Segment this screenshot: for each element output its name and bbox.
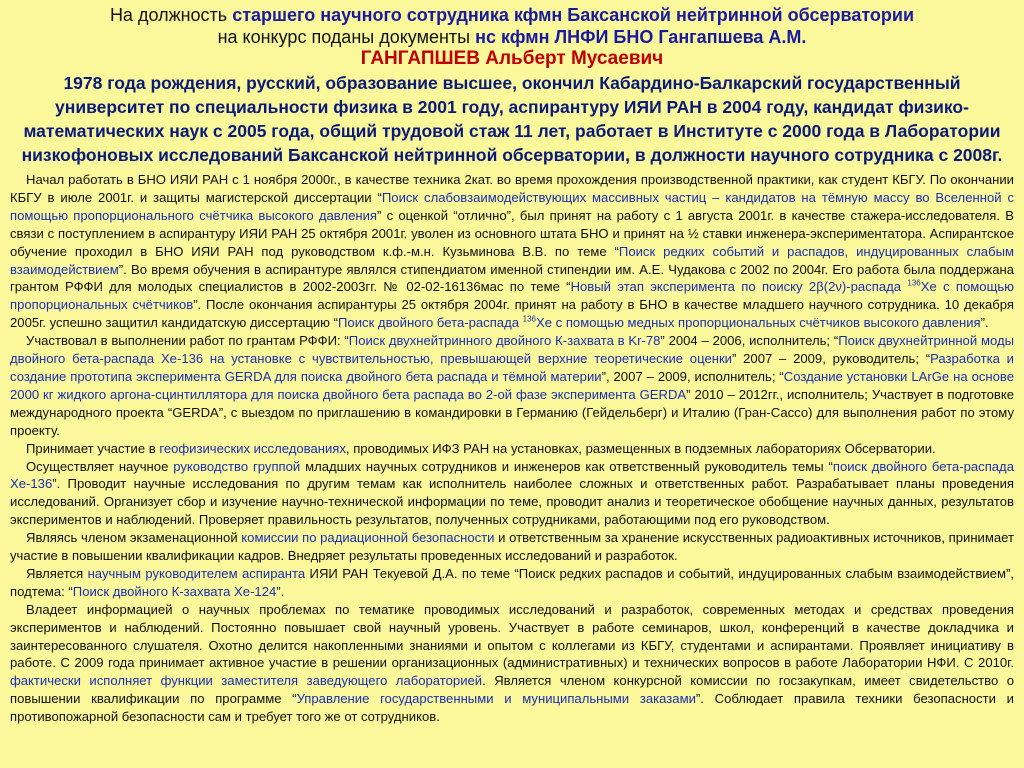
highlighted-text: Разработка и создание прототипа эксперимента GERDA для поиска двойного бета распада и тёмной материи	[10, 351, 1014, 384]
text-run: Осуществляет научное	[26, 458, 174, 474]
text-run: . Является членом конкурсной комиссии по госзакупкам, имеет свидетельство о повышении квалификации по программе “	[10, 673, 1014, 707]
text-run: ИЯИ РАН Текуевой Д.А. по теме “Поиск редких распадов и событий, индуцированных слабым взаимодействием”, подтема: “	[10, 565, 1014, 599]
highlighted-text: Поиск слабовзаимодействующих массивных частиц – кандидатов на тёмную массу во Вселенной с помощью пропорционального счётчика высокого давления	[10, 189, 1014, 223]
applicant-ref: нс кфмн ЛНФИ БНО Гангапшева А.М.	[475, 27, 807, 47]
text-run: ” 2004 – 2006, исполнитель; “	[660, 333, 839, 349]
highlighted-text: комиссии по радиационной безопасности	[241, 530, 495, 546]
highlighted-text: Хе с помощью пропорциональных счётчиков	[10, 279, 1014, 313]
highlighted-text: 136	[522, 314, 536, 324]
highlighted-text: фактически исполняет функции заместителя заведующего лабораторией	[10, 673, 483, 689]
position-title: старшего научного сотрудника кфмн Баксанской нейтринной обсерватории	[232, 5, 915, 25]
text-run: ”. Соблюдает правила техники безопасности и противопожарной безопасности сам и требует того же от сотрудников.	[10, 691, 1014, 725]
paragraph	[10, 171, 1014, 332]
highlighted-text: руководство группой	[173, 458, 301, 474]
highlighted-text: 136	[907, 279, 921, 289]
applicant-name: ГАНГАПШЕВ Альберт Мусаевич	[360, 48, 664, 69]
highlighted-text: Поиск двойного бета-распада	[338, 315, 523, 331]
text-run: Являясь членом экзаменационной	[26, 530, 242, 546]
text-run: Принимает участие в	[26, 440, 160, 456]
text-run: Владеет информацией о научных проблемах по тематике проводимых исследований и разработок, современных методах и средствах проведения экспериментов и наблюдений. Постоянно повышает свой научный уровень. Участвует в работе семинаров, школ, конференций в качестве докладчика и заинтересованного слушателя. Охотно делится накопленными знаниями и опытом с коллегами из КБГУ, студентами и аспирантами. Проявляет инициативу в работе. С 2009 года принимает активное участие в решении организационных (административных) и технических вопросов в работе Лаборатории НФИ. С 2010г.	[10, 601, 1014, 671]
text-run: ”, 2007 – 2009, исполнитель; “	[601, 368, 784, 384]
highlighted-text: геофизических исследованиях	[159, 440, 346, 456]
header-line-2	[10, 26, 1014, 48]
paragraph	[10, 529, 1014, 565]
highlighted-text: Управление государственными и муниципальными заказами	[296, 691, 696, 707]
text-run: младших научных сотрудников и инженеров как ответственный руководитель темы “	[300, 458, 833, 474]
highlighted-text: поиск двойного бета-распада Хе-136	[10, 458, 1014, 492]
text-run: ”. Проводит научные исследования по другим темам как исполнитель наиболее сложных и ответственных работ. Разрабатывает планы проведения исследований. Организует сбор и изучение научно-технической информации по теме, проводит анализ и теоретическое обобщение научных данных, результатов экспериментов и наблюдений. Проверяет правильность результатов, полученных сотрудниками, работающими под его руководством.	[10, 476, 1014, 528]
highlighted-text: научным руководителем аспиранта	[87, 565, 306, 581]
text-run: ” 2007 – 2009, руководитель; “	[732, 351, 931, 367]
biography-body	[10, 171, 1014, 726]
highlighted-text: Поиск двухнейтринной моды двойного бета-распада Хе-136 на установке с чувствительностью, превышающей верхние теоретические оценки	[10, 333, 1014, 367]
highlighted-text: Создание установки LArGe на основе 2000 кг жидкого аргона-сцинтиллятора для поиска двойного бета распада во 2-ой фазе эксперимента GERDA	[10, 368, 1014, 402]
paragraph	[10, 458, 1014, 530]
text-run: ”. После окончания аспирантуры 25 октября 2004г. принят на работу в БНО в качестве младшего научного сотрудника. 10 декабря 2005г. успешно защитил кандидатскую диссертацию “	[10, 297, 1014, 331]
text-run: Начал работать в БНО ИЯИ РАН с 1 ноября 2000г., в качестве техника 2кат. во время прохождения производственной практики, как студент КБГУ. По окончании КБГУ в июле 2001г. и защиты магистерской диссертации “	[10, 172, 1014, 205]
header-line-2-prefix: на конкурс поданы документы	[217, 27, 476, 47]
applicant-summary: 1978 года рождения, русский, образование высшее, окончил Кабардино-Балкарский государственный университет по специальности физика в 2001 году, аспирантуру ИЯИ РАН в 2004 году, кандидат физико-математических наук с 2005 года, общий трудовой стаж 11 лет, работает в Институте с 2000 года в Лаборатории низкофоновых исследований Баксанской нейтринной обсерватории, в должности научного сотрудника с 2008г.	[21, 73, 1003, 165]
text-run: ”. Во время обучения в аспирантуре являлся стипендиатом именной стипендии им. А.Е. Чудакова с 2002 по 2004г. Его работа была поддержана грантом РФФИ для молодых специалистов в 2002-2003гг. № 02-02-16136мас по теме “	[10, 261, 1014, 295]
text-run: Участвовал в выполнении работ по грантам РФФИ: “	[26, 333, 349, 349]
text-run: и ответственным за хранение искусственных радиоактивных источников, принимает участие в повышении квалификации кадров. Внедряет результаты проведенных исследований и разработок.	[10, 530, 1014, 564]
paragraph	[10, 601, 1014, 726]
highlighted-text: Поиск редких событий и распадов, индуцированных слабым взаимодействием	[10, 243, 1014, 277]
highlighted-text: Поиск двойного К-захвата Хе-124	[72, 583, 277, 599]
paragraph	[10, 565, 1014, 601]
highlighted-text: Хе с помощью медных пропорциональных счётчиков высокого давления	[536, 315, 981, 331]
text-run: , проводимых ИФЗ РАН на установках, размещенных в подземных лабораториях Обсерватории.	[345, 440, 936, 456]
highlighted-text: Новый этап эксперимента по поиску 2β(2ν)-распада	[570, 279, 908, 295]
text-run: ” с оценкой “отлично”, был принят на работу с 1 августа 2001г. в качестве стажера-исследователя. В связи с поступлением в аспирантуру ИЯИ РАН 25 октября 2001г. уволен из основного штата БНО и принят на ½ ставки инженера-экспериментатора. Аспирантское обучение проходил в БНО ИЯИ РАН под руководством к.ф.-м.н. Кузьминова В.В. по теме “	[10, 207, 1014, 259]
paragraph	[10, 440, 1014, 458]
text-run: ”.	[980, 315, 989, 331]
header-line-1	[10, 4, 1014, 26]
text-run: ”.	[276, 583, 285, 599]
text-run: Является	[26, 565, 88, 581]
highlighted-text: Поиск двухнейтринного двойного К-захвата в Kr-78	[348, 333, 661, 349]
text-run: ” 2010 – 2012гг., исполнитель; Участвует в подготовке международного проекта “GERDA”, с выездом по приглашению в командировки в Германию (Гейдельберг) и Италию (Гран-Сассо) для выполнения работ по этому проекту.	[10, 386, 1014, 438]
header-line-1-prefix: На должность	[109, 5, 233, 25]
paragraph	[10, 332, 1014, 439]
